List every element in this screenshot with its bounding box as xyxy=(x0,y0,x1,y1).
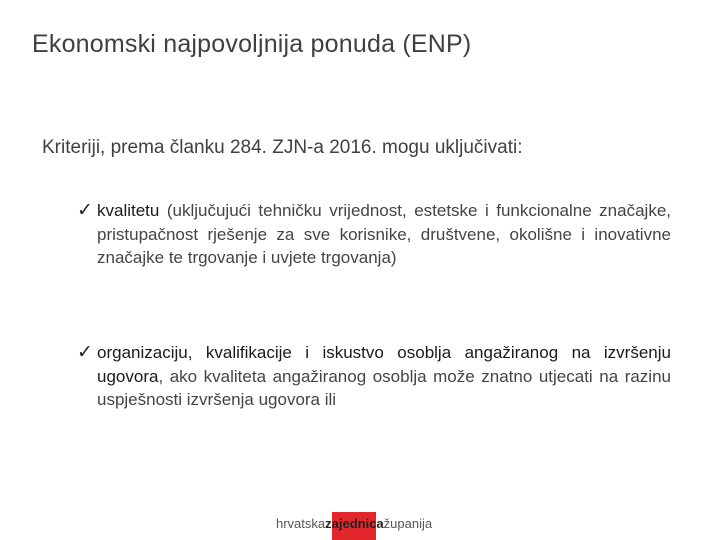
check-icon: ✓ xyxy=(77,199,93,221)
bullet-item-organization xyxy=(77,341,671,412)
check-icon: ✓ xyxy=(77,341,93,363)
logo-text-zajednica: zajednica xyxy=(325,515,384,531)
bullet-lead: organizaciju, kvalifikacije i iskustvo osoblja angažiranog na izvršenju ugovora xyxy=(97,343,671,386)
bullet-text: , ako kvaliteta angažiranog osoblja može znatno utjecati na razinu uspješnosti izvršenja ugovora ili xyxy=(97,366,671,409)
bullet-text: (uključujući tehničku vrijednost, estetske i funkcionalne značajke, pristupačnost rješenje za sve korisnike, društvene, okolišne i inovativne značajke te trgovanje i uvjete trgovanja) xyxy=(97,201,671,267)
slide-title: Ekonomski najpovoljnija ponuda (ENP) xyxy=(32,30,472,58)
bullet-item-quality xyxy=(77,199,671,270)
bullet-lead: kvalitetu xyxy=(97,201,160,220)
logo-text-zupanija: županija xyxy=(383,515,433,531)
intro-text: Kriteriji, prema članku 284. ZJN-a 2016. mogu uključivati: xyxy=(42,137,523,158)
footer-logo xyxy=(276,510,432,536)
logo-text-hrvatska: hrvatska xyxy=(276,515,326,531)
